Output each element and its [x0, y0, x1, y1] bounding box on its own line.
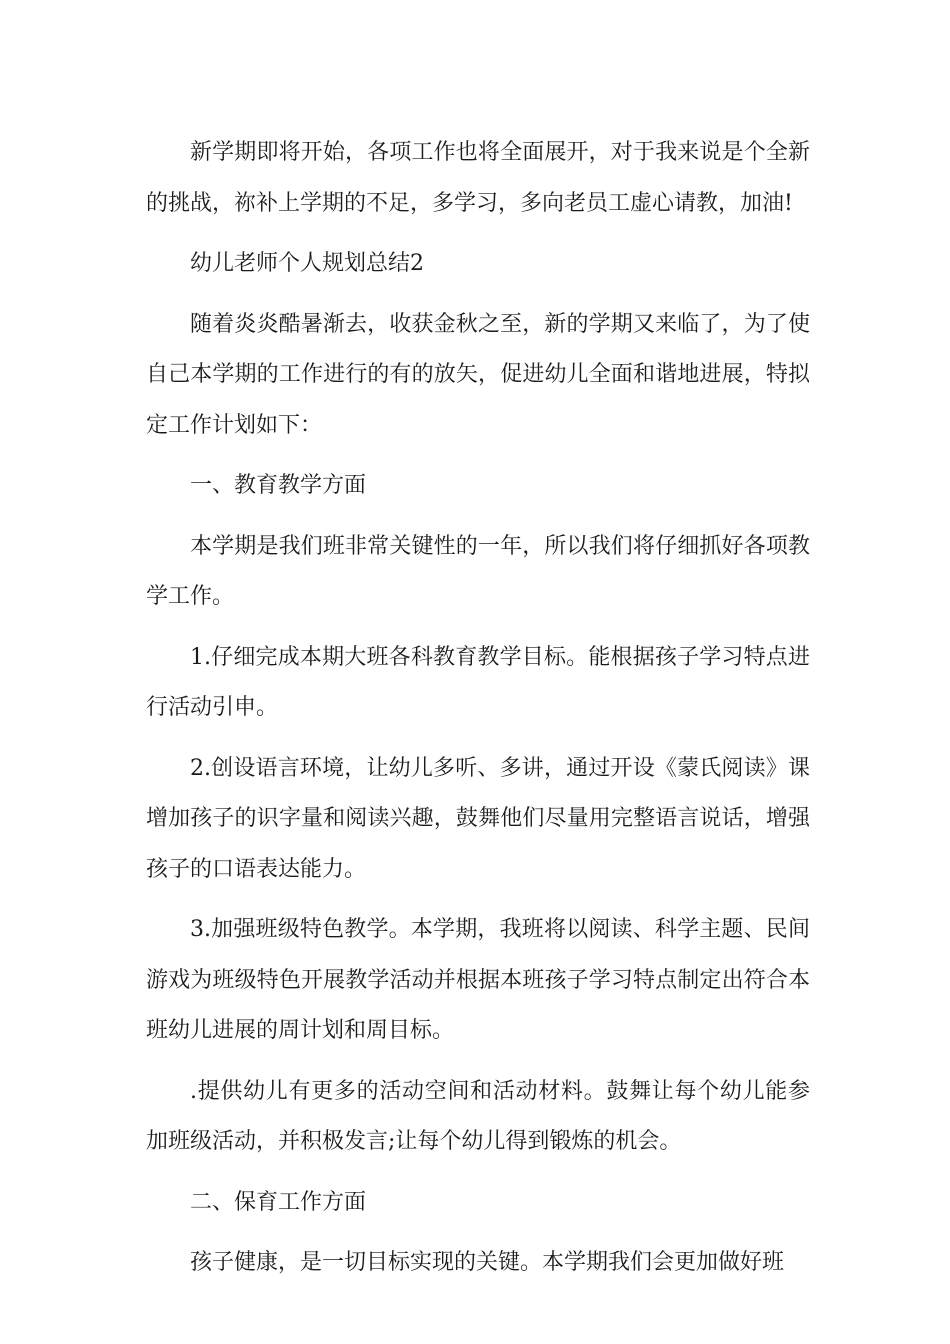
list-item-3: 3.加强班级特色教学。本学期，我班将以阅读、科学主题、民间游戏为班级特色开展教学活动并根据本班孩子学习特点制定出符合本班幼儿进展的周计划和周目标。 [146, 917, 810, 1043]
paragraph-education-overview: 本学期是我们班非常关键性的一年，所以我们将仔细抓好各项教学工作。 [146, 533, 810, 609]
heading-childcare-work: 二、保育工作方面 [190, 1189, 367, 1215]
document-body [146, 128, 810, 1299]
list-item-1: 1.仔细完成本期大班各科教育教学目标。能根据孩子学习特点进行活动引申。 [146, 644, 810, 720]
list-item-2: 2.创设语言环境，让幼儿多听、多讲，通过开设《蒙氏阅读》课增加孩子的识字量和阅读兴趣，鼓舞他们尽量用完整语言说话，增强孩子的口语表达能力。 [146, 755, 810, 882]
paragraph-health: 孩子健康，是一切目标实现的关键。本学期我们会更加做好班 [190, 1250, 785, 1275]
list-item-4: .提供幼儿有更多的活动空间和活动材料。鼓舞让每个幼儿能参加班级活动，并积极发言;让每个幼儿得到锻炼的机会。 [146, 1078, 810, 1154]
heading-education-teaching: 一、教育教学方面 [190, 473, 367, 498]
paragraph-plan-intro: 随着炎炎酷暑渐去，收获金秋之至，新的学期又来临了，为了使自己本学期的工作进行的有的放矢，促进幼儿全面和谐地进展，特拟定工作计划如下： [146, 311, 810, 438]
section-title-plan-summary: 幼儿老师个人规划总结2 [190, 251, 424, 276]
paragraph-intro-closing: 新学期即将开始，各项工作也将全面展开，对于我来说是个全新的挑战，祢补上学期的不足，多学习，多向老员工虚心请教，加油! [146, 140, 810, 216]
